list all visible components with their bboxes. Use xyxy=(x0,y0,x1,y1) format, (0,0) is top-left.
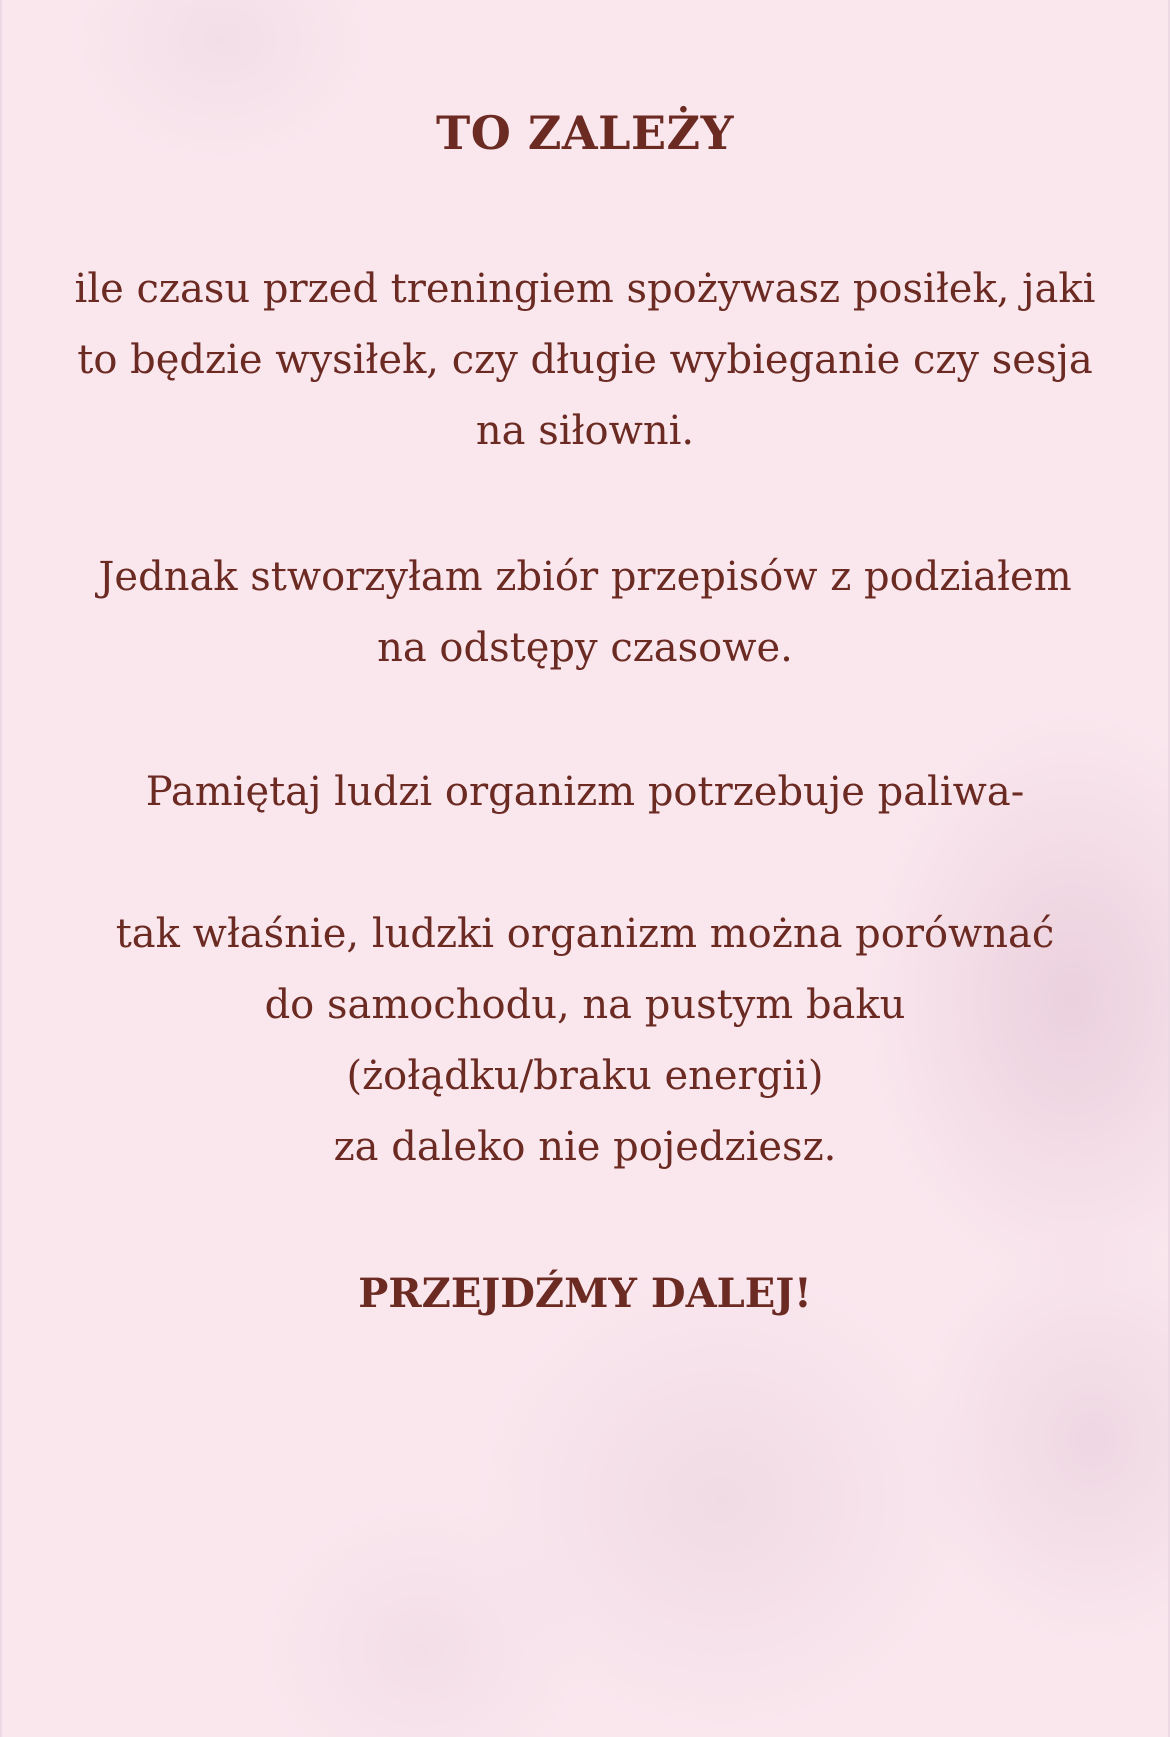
paragraph-line: Pamiętaj ludzi organizm potrzebuje paliwa- xyxy=(145,769,1025,815)
paragraph-timing xyxy=(42,254,1128,467)
paragraph-line: to będzie wysiłek, czy długie wybieganie czy sesja xyxy=(77,337,1093,383)
paragraph-line: tak właśnie, ludzki organizm można porównać xyxy=(115,911,1055,957)
paragraph-line: do samochodu, na pustym baku xyxy=(264,982,906,1028)
paragraph-recipes xyxy=(42,542,1128,684)
paragraph-line: Jednak stworzyłam zbiór przepisów z podziałem xyxy=(98,554,1072,600)
page-title: TO ZALEŻY xyxy=(436,106,734,160)
paragraph-line: na odstępy czasowe. xyxy=(377,625,793,671)
closing-call-to-action: PRZEJDŹMY DALEJ! xyxy=(358,1270,812,1317)
paragraph-line: (żołądku/braku energii) xyxy=(346,1053,824,1099)
paragraph-line: za daleko nie pojedziesz. xyxy=(333,1124,837,1170)
paragraph-line: ile czasu przed treningiem spożywasz posiłek, jaki xyxy=(74,266,1096,312)
paragraph-car-analogy xyxy=(42,899,1128,1183)
paragraph-line: na siłowni. xyxy=(475,408,695,454)
paragraph-fuel xyxy=(42,757,1128,828)
